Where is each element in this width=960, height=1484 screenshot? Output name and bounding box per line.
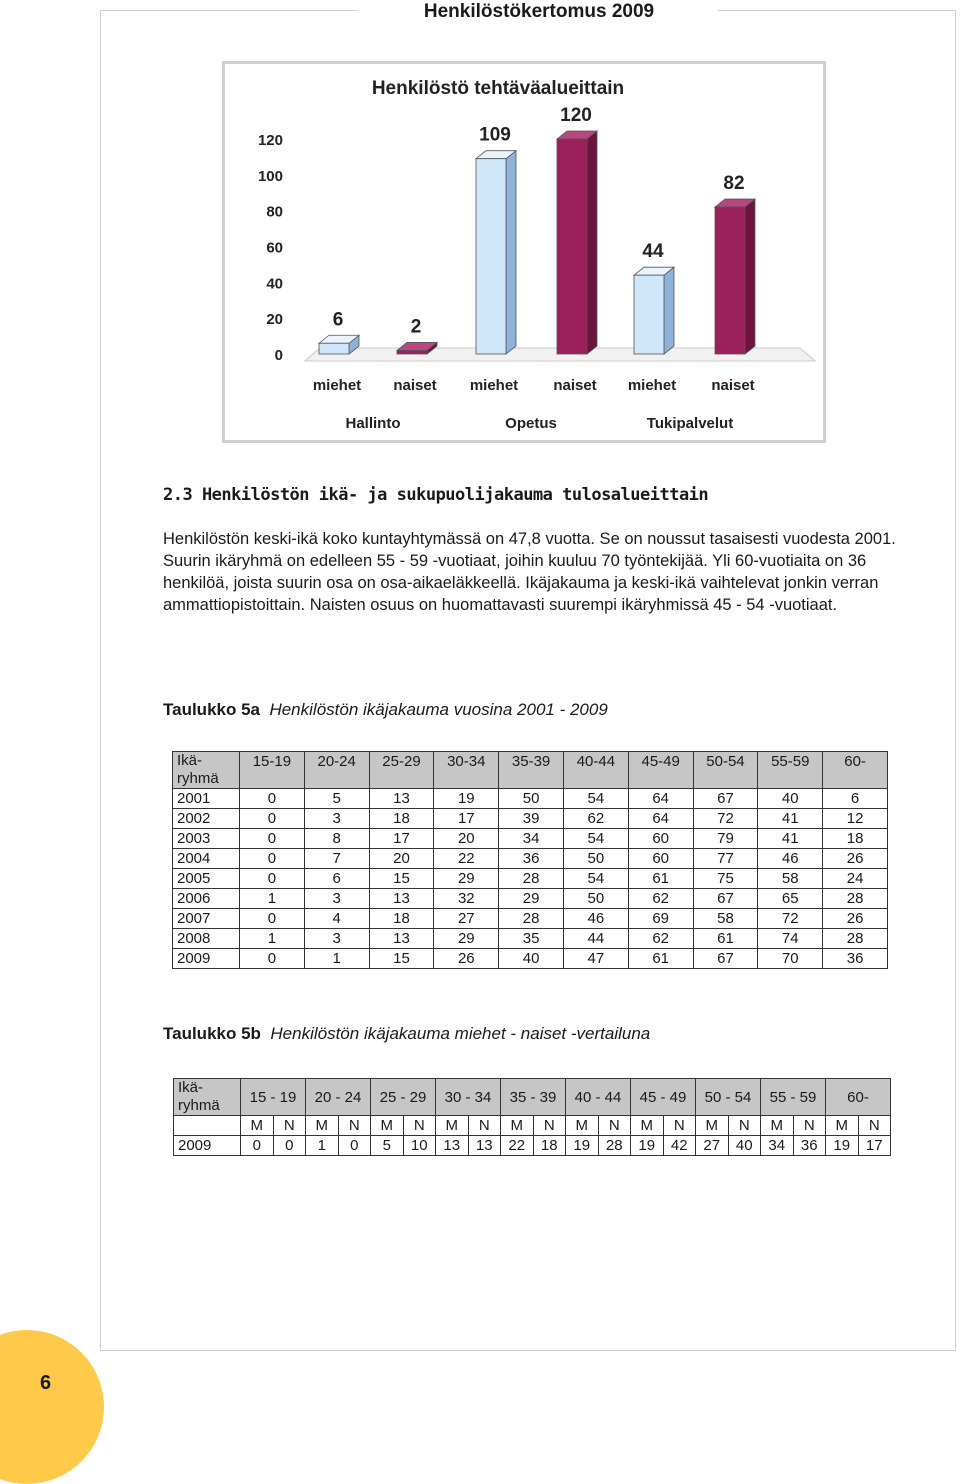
- body-paragraph: Henkilöstön keski-ikä koko kuntayhtymässä on 47,8 vuotta. Se on noussut tasaisesti vuodesta 2001. Suurin ikäryhmä on edelleen 55 - 59 -vuotiaat, joihin kuuluu 70 työntekijää. Yli 60-vuotiaita on 36 henkilöä, joista suurin osa on osa-aikaeläkkeellä. Ikäjakauma ja keski-ikä vaihtelevat jonkin verran ammattiopistoittain. Naisten osuus on huomattavasti suurempi ikäryhmissä 45 - 54 -vuotiaat.: [163, 530, 896, 614]
- chart-container: [222, 61, 826, 443]
- table-cell: 18: [369, 909, 434, 929]
- table-row: [173, 889, 888, 909]
- running-header: Henkilöstökertomus 2009: [423, 1, 655, 22]
- section-title: 2.3 Henkilöstön ikä- ja sukupuolijakauma tulosalueittain: [163, 485, 709, 505]
- table-cell: 41: [758, 829, 823, 849]
- table-cell: 77: [693, 849, 758, 869]
- y-tick-label: 40: [266, 275, 283, 293]
- x-category-label: naiset: [393, 377, 437, 394]
- table-cell: 60: [628, 829, 693, 849]
- table-cell: 29: [499, 889, 564, 909]
- x-category-label: miehet: [627, 377, 677, 394]
- gender-subheader: M: [826, 1116, 859, 1136]
- x-category-label: miehet: [469, 377, 519, 394]
- table-cell: 19: [434, 789, 499, 809]
- table-cell: 61: [628, 949, 693, 969]
- table-cell: 41: [758, 809, 823, 829]
- gender-subheader: N: [533, 1116, 566, 1136]
- table-cell: 62: [628, 929, 693, 949]
- y-tick-label: 60: [266, 239, 283, 257]
- table-cell: 32: [434, 889, 499, 909]
- row-year: 2001: [173, 789, 240, 809]
- table-cell: 74: [758, 929, 823, 949]
- table5b-caption: [163, 1024, 650, 1044]
- table-cell: 6: [304, 869, 369, 889]
- table-cell: 20: [369, 849, 434, 869]
- table-cell: 60: [628, 849, 693, 869]
- table-row: [173, 789, 888, 809]
- table-cell: 17: [434, 809, 499, 829]
- gender-subheader: N: [273, 1116, 306, 1136]
- table-cell: 3: [304, 889, 369, 909]
- table-cell: 3: [304, 929, 369, 949]
- table-cell: 69: [628, 909, 693, 929]
- table-cell: 42: [663, 1136, 696, 1156]
- gender-subheader: M: [501, 1116, 534, 1136]
- table-cell: 6: [823, 789, 888, 809]
- table-cell: 24: [823, 869, 888, 889]
- table-cell: 36: [823, 949, 888, 969]
- table-cell: 13: [369, 789, 434, 809]
- table-cell: 4: [304, 909, 369, 929]
- table-cell: 28: [499, 869, 564, 889]
- table5b-caption-label: Taulukko 5b: [163, 1024, 261, 1043]
- table-header-row: [173, 752, 888, 789]
- gender-subheader: N: [403, 1116, 436, 1136]
- table-cell: 67: [693, 949, 758, 969]
- table-cell: 0: [240, 849, 305, 869]
- table-cell: 28: [823, 929, 888, 949]
- table-cell: 18: [823, 829, 888, 849]
- table-cell: 1: [240, 889, 305, 909]
- table-cell: 40: [499, 949, 564, 969]
- table-cell: 5: [371, 1136, 404, 1156]
- table-cell: 67: [693, 789, 758, 809]
- gender-subheader: M: [371, 1116, 404, 1136]
- table-cell: 54: [563, 789, 628, 809]
- bar-side: [664, 267, 674, 354]
- page-frame-right: [955, 10, 956, 1350]
- bar: [715, 207, 745, 354]
- table-cell: 26: [823, 849, 888, 869]
- table-cell: 26: [434, 949, 499, 969]
- gender-subheader: M: [436, 1116, 469, 1136]
- table-cell: 75: [693, 869, 758, 889]
- table-cell: 36: [499, 849, 564, 869]
- bar-value-label: 120: [560, 105, 592, 126]
- table-cell: 22: [501, 1136, 534, 1156]
- table-cell: 36: [793, 1136, 826, 1156]
- table-cell: 7: [304, 849, 369, 869]
- gender-subheader: N: [338, 1116, 371, 1136]
- gender-subheader: M: [241, 1116, 274, 1136]
- column-header: 55-59: [758, 752, 823, 789]
- table-cell: 62: [628, 889, 693, 909]
- table-cell: 58: [758, 869, 823, 889]
- table-cell: 12: [823, 809, 888, 829]
- table-cell: 18: [533, 1136, 566, 1156]
- x-group-label: Tukipalvelut: [646, 415, 734, 432]
- column-header: 20 - 24: [306, 1079, 371, 1116]
- bar-value-label: 82: [723, 173, 745, 195]
- table-cell: 20: [434, 829, 499, 849]
- table-cell: 34: [499, 829, 564, 849]
- row-year: 2004: [173, 849, 240, 869]
- table-row: [173, 829, 888, 849]
- table-cell: 64: [628, 809, 693, 829]
- column-header: 20-24: [304, 752, 369, 789]
- gender-subheader: N: [858, 1116, 891, 1136]
- table-cell: 1: [304, 949, 369, 969]
- column-header: 25 - 29: [371, 1079, 436, 1116]
- x-category-label: naiset: [553, 377, 597, 394]
- page-number: 6: [40, 1372, 52, 1394]
- table-cell: 54: [563, 869, 628, 889]
- table-cell: 54: [563, 829, 628, 849]
- table-cell: 72: [758, 909, 823, 929]
- table-cell: 17: [858, 1136, 891, 1156]
- table-cell: 28: [598, 1136, 631, 1156]
- bar-chart: [225, 64, 823, 440]
- x-category-label: naiset: [711, 377, 755, 394]
- table-cell: 19: [826, 1136, 859, 1156]
- gender-subheader: N: [598, 1116, 631, 1136]
- y-tick-label: 0: [274, 347, 283, 364]
- table-cell: 15: [369, 869, 434, 889]
- table-cell: 0: [241, 1136, 274, 1156]
- table-cell: 29: [434, 869, 499, 889]
- bar: [476, 159, 506, 354]
- table-cell: 13: [468, 1136, 501, 1156]
- table-cell: 1: [306, 1136, 339, 1156]
- y-tick-label: 120: [257, 132, 283, 149]
- page-frame-left: [100, 10, 101, 1350]
- column-header: 60-: [823, 752, 888, 789]
- gender-subheader: N: [468, 1116, 501, 1136]
- row-year: 2006: [173, 889, 240, 909]
- column-header: 25-29: [369, 752, 434, 789]
- header-label-line1: Ikä-: [177, 752, 203, 769]
- header-age-group-label: [173, 752, 240, 789]
- x-category-label: miehet: [312, 377, 362, 394]
- column-header: 45 - 49: [631, 1079, 696, 1116]
- table-cell: 15: [369, 949, 434, 969]
- column-header: 40-44: [563, 752, 628, 789]
- table-cell: 35: [499, 929, 564, 949]
- page-frame-top-left: [100, 10, 358, 11]
- table5a-caption-label: Taulukko 5a: [163, 700, 260, 719]
- table-row: [173, 909, 888, 929]
- table-cell: 46: [563, 909, 628, 929]
- table-cell: 39: [499, 809, 564, 829]
- chart-title: Henkilöstö tehtäväalueittain: [371, 78, 625, 99]
- row-year: 2007: [173, 909, 240, 929]
- table-cell: 29: [434, 929, 499, 949]
- table-cell: 19: [566, 1136, 599, 1156]
- gender-subheader: M: [696, 1116, 729, 1136]
- table-cell: 50: [563, 849, 628, 869]
- table-cell: 0: [240, 909, 305, 929]
- table-cell: 50: [563, 889, 628, 909]
- table-subheader-row: [174, 1116, 891, 1136]
- bar: [397, 350, 427, 354]
- row-year: 2005: [173, 869, 240, 889]
- table-cell: 44: [563, 929, 628, 949]
- bar-side: [506, 151, 516, 354]
- row-year: 2003: [173, 829, 240, 849]
- table-cell: 0: [240, 829, 305, 849]
- table-cell: 61: [693, 929, 758, 949]
- column-header: 45-49: [628, 752, 693, 789]
- table-cell: 62: [563, 809, 628, 829]
- table-cell: 40: [728, 1136, 761, 1156]
- table-cell: 1: [240, 929, 305, 949]
- table-cell: 79: [693, 829, 758, 849]
- table-cell: 64: [628, 789, 693, 809]
- bar: [557, 139, 587, 354]
- gender-subheader: N: [793, 1116, 826, 1136]
- table-row: [173, 929, 888, 949]
- y-tick-label: 80: [266, 203, 283, 221]
- gender-subheader: M: [306, 1116, 339, 1136]
- table-cell: 67: [693, 889, 758, 909]
- gender-subheader: N: [663, 1116, 696, 1136]
- column-header: 15-19: [240, 752, 305, 789]
- table-cell: 3: [304, 809, 369, 829]
- table-cell: 0: [273, 1136, 306, 1156]
- table-cell: 50: [499, 789, 564, 809]
- table-cell: 47: [563, 949, 628, 969]
- table-row: [174, 1136, 891, 1156]
- table-cell: 0: [240, 949, 305, 969]
- table-row: [173, 869, 888, 889]
- column-header: 50-54: [693, 752, 758, 789]
- gender-subheader: M: [761, 1116, 794, 1136]
- table-cell: 13: [369, 929, 434, 949]
- row-year: 2008: [173, 929, 240, 949]
- table-row: [173, 949, 888, 969]
- table-cell: 17: [369, 829, 434, 849]
- table-cell: 27: [696, 1136, 729, 1156]
- empty-cell: [174, 1116, 241, 1136]
- bar-value-label: 109: [479, 124, 511, 146]
- table-cell: 0: [240, 809, 305, 829]
- header-label-line2: ryhmä: [177, 770, 219, 787]
- table-cell: 27: [434, 909, 499, 929]
- header-age-group-label: [174, 1079, 241, 1116]
- y-tick-label: 100: [257, 167, 283, 185]
- table-cell: 72: [693, 809, 758, 829]
- table-cell: 18: [369, 809, 434, 829]
- column-header: 30-34: [434, 752, 499, 789]
- table-cell: 13: [369, 889, 434, 909]
- table-cell: 10: [403, 1136, 436, 1156]
- table5a-caption-text: Henkilöstön ikäjakauma vuosina 2001 - 2009: [269, 700, 608, 719]
- y-tick-label: 20: [266, 311, 283, 329]
- bar-value-label: 2: [410, 316, 422, 338]
- table-cell: 40: [758, 789, 823, 809]
- column-header: 60-: [826, 1079, 891, 1116]
- page-frame-bottom: [100, 1350, 956, 1351]
- header-label-line2: ryhmä: [178, 1097, 220, 1114]
- x-group-label: Hallinto: [345, 415, 401, 432]
- table-cell: 0: [338, 1136, 371, 1156]
- table-cell: 46: [758, 849, 823, 869]
- table-cell: 22: [434, 849, 499, 869]
- header-label-line1: Ikä-: [178, 1079, 204, 1096]
- row-year: 2002: [173, 809, 240, 829]
- bar-side: [745, 199, 755, 354]
- table-cell: 26: [823, 909, 888, 929]
- table-5b: [173, 1078, 891, 1156]
- x-group-label: Opetus: [505, 415, 557, 432]
- table-cell: 28: [823, 889, 888, 909]
- column-header: 35 - 39: [501, 1079, 566, 1116]
- bar-side: [587, 131, 597, 354]
- table-cell: 13: [436, 1136, 469, 1156]
- table-cell: 0: [240, 789, 305, 809]
- column-header: 30 - 34: [436, 1079, 501, 1116]
- column-header: 50 - 54: [696, 1079, 761, 1116]
- table-cell: 70: [758, 949, 823, 969]
- table-cell: 5: [304, 789, 369, 809]
- table5b-caption-text: Henkilöstön ikäjakauma miehet - naiset -vertailuna: [270, 1024, 651, 1043]
- column-header: 55 - 59: [761, 1079, 826, 1116]
- gender-subheader: M: [566, 1116, 599, 1136]
- table-cell: 0: [240, 869, 305, 889]
- column-header: 35-39: [499, 752, 564, 789]
- column-header: 40 - 44: [566, 1079, 631, 1116]
- table-cell: 19: [631, 1136, 664, 1156]
- bar-value-label: 44: [642, 241, 664, 263]
- row-year: 2009: [174, 1136, 241, 1156]
- table-cell: 65: [758, 889, 823, 909]
- table-cell: 58: [693, 909, 758, 929]
- bar-value-label: 6: [332, 309, 344, 331]
- bar: [634, 275, 664, 354]
- table-row: [173, 809, 888, 829]
- table-row: [173, 849, 888, 869]
- page-frame-top-right: [718, 10, 956, 11]
- bar: [319, 343, 349, 354]
- column-header: 15 - 19: [241, 1079, 306, 1116]
- table-cell: 61: [628, 869, 693, 889]
- gender-subheader: N: [728, 1116, 761, 1136]
- gender-subheader: M: [631, 1116, 664, 1136]
- table-cell: 28: [499, 909, 564, 929]
- row-year: 2009: [173, 949, 240, 969]
- table-cell: 8: [304, 829, 369, 849]
- table-cell: 34: [761, 1136, 794, 1156]
- table5a-caption: [163, 700, 608, 720]
- page-number-badge: [0, 1330, 104, 1484]
- table-5a: [172, 751, 888, 969]
- table-header-row: [174, 1079, 891, 1116]
